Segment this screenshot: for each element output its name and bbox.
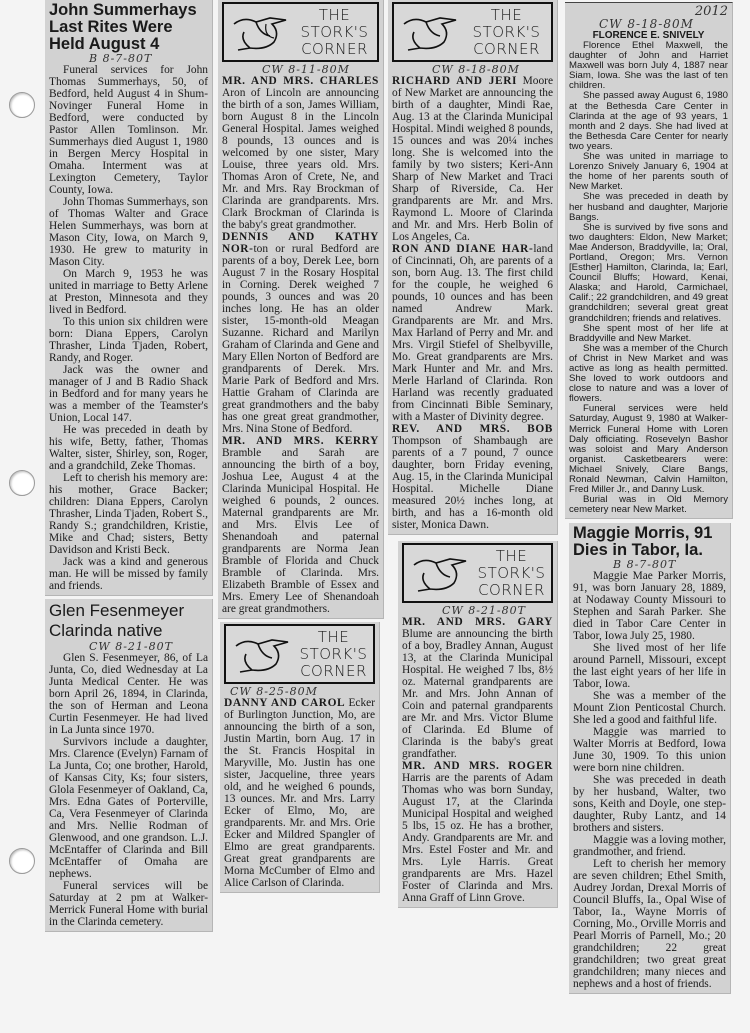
column-4 [565, 0, 733, 994]
binder-hole [9, 848, 35, 874]
announcement: MR. AND MRS. ROGER Harris are the parents of Adam Thomas who was born Sunday, August 17, at the Clarinda Municipal Hospital and weighed 5 lbs, 15 oz. He has a brother, Andy. Grandparents are Mr. and Mrs. Estel Foster and Mr. and Mrs. Lyle Harris. Great grandparents are Mrs. Hazel Foster of Clarinda and Mrs. Anna Graff of Linn Grove. [402, 760, 553, 904]
paragraph: Maggie was married to Walter Morris at Bedford, Iowa June 30, 1909. To this union were born nine children. [573, 726, 726, 775]
handwritten-annotation: B 8-7-80T [613, 558, 677, 572]
paragraph: She was preceded in death by her husband and daughter, Marjorie Bangs. [569, 191, 728, 223]
handwritten-annotation: CW 8-18-80M [599, 17, 694, 31]
column-1 [45, 0, 213, 932]
obituary-fesenmeyer [45, 599, 213, 932]
storks-corner-clipping [398, 541, 558, 908]
stork-icon [410, 551, 472, 595]
paragraph: Funeral services were held Saturday, August 9, 1980 at Walker-Merrick Funeral Home with Loren Daly officiating. Rosevelyn Bashor was soloist and Mary Anderson organist. Casketbearers were: Michael Snively, Clare Bangs, Ronald Newman, Calvin Hamilton, Fred Miller Jr., and Danny Lusk. [569, 403, 728, 496]
storks-corner-logo [392, 2, 553, 62]
paragraph: She was preceded in death by her husband, Walter, two sons, Keith and Doyle, one step-daughter, Ruby Lantz, and 14 brothers and sisters. [573, 774, 726, 835]
paragraph: She passed away August 6, 1980 at the Bethesda Care Center in Clarinda at the age of 93 years, 1 month and 2 days. She had lived at the Bethesda Care Center for nearly two years. [569, 90, 728, 152]
paragraph: She was a member of the Mount Zion Penticostal Church. She led a good and faithful life. [573, 690, 726, 727]
paragraph: She is survived by five sons and two daughters: Eldon, New Market; Mae Anderson, Braddyville, Ia; Oral, Portland, Oregon; Mrs. Vernon [Esther] Hamilton, Clarinda, Ia; Earl, Council Bluffs; Howard, Kenai, Alaska; and Harold, Carmichael, Calif.; 22 grandchildren, and 49 great grandchildren; several great great grandchildren; friends and relatives. [569, 221, 728, 324]
paragraph: Jack was the owner and manager of J and B Radio Shack in Bedford and for many years he was a member of the Teamster's Union, Local 147. [49, 364, 208, 424]
obituary-morris [569, 523, 731, 994]
headline: John Summerhays Last Rites Were Held August 4 [49, 1, 197, 53]
paragraph: Left to cherish her memory are seven children; Ethel Smith, Audrey Jordan, Drexal Morris of Council Bluffs, Ia., Opal Wise of Tabor, Ia., Wayne Morris of Corning, Mo., Orville Morris and Pearl Morris of Parnell, Mo.; 20 grandchildren; 22 great grandchildren; two great great grandchildren; many nieces and nephews and a host of friends. [573, 858, 726, 991]
paragraph: Funeral services for John Thomas Summerhays, 50, of Bedford, held August 4 in Shum-Novinger Funeral Home in Bedford, were conducted by Pastor Allen Tomlinson. Mr. Summerhays died August 1, 1980 in Bergen Mercy Hospital in Omaha. Interment was at Lexington Cemetery, Taylor County, Iowa. [49, 64, 208, 196]
announcement: RON AND DIANE HAR-land of Cincinnati, Oh, are parents of a son, born Aug. 13. The first child for the couple, he weighed 6 pounds, 10 ounces and has been named Andrew Mark. Grandparents are Mr. and Mrs. Max Harland of Perry and Mr. and Mrs. Virgil Stiefel of Shelbyville, Mo. Great grandparents are Mrs. Mark Hunter and Mr. and Mrs. Merle Harland of Clarinda. Ron Harland was recently graduated from Cincinnati Bible Seminary, with a Master of Divinity degree. [392, 243, 553, 423]
binder-hole [9, 470, 35, 496]
obituary-snively [565, 2, 733, 519]
stork-icon [400, 10, 462, 54]
announcement: RICHARD AND JERI Moore of New Market are announcing the birth of a daughter, Mindi Rae, Aug. 13 at the Clarinda Municipal Hospital. Mindi weighed 8 pounds, 15 ounces and was 20¼ inches long. She is welcomed into the family by two sisters; Keri-Ann Sharp of New Market and Traci Sharp of Riverside, Ca. Her grandparents are Mr. and Mrs. Raymond L. Moore of Clarinda and Mr. and Mrs. Herb Bolin of Los Angeles, Ca. [392, 75, 553, 243]
binder-hole [9, 92, 35, 118]
paragraph: Maggie was a loving mother, grandmother, and friend. [573, 834, 726, 859]
handwritten-annotation: CW 8-11-80M [262, 63, 350, 76]
handwritten-annotation: CW 8-21-80T [89, 640, 173, 653]
paragraph: She lived most of her life around Parnell, Missouri, except the last eight years of her life in Tabor, Iowa. [573, 642, 726, 691]
storks-corner-clipping [220, 622, 380, 893]
column-2 [218, 0, 384, 893]
storks-corner-title: THE STORK'S CORNER [299, 627, 368, 680]
paragraph: Florence Ethel Maxwell, the daughter of John and Harriet Maxwell was born July 4, 1887 near Siam, Iowa. She was the last of ten children. [569, 40, 728, 92]
paragraph: He was preceded in death by his wife, Betty, father, Thomas Walter, sister, Shirley, son, Roger, and a grandchild, Zeke Thomas. [49, 424, 208, 472]
storks-corner-title: THE STORK'S CORNER [300, 5, 369, 58]
storks-corner-clipping [218, 0, 384, 619]
announcement: DANNY AND CAROL Ecker of Burlington Junction, Mo, are announcing the birth of a son, Justin Martin, born Aug. 17 in the St. Francis Hospital in Maryville, Mo. Justin has one sister, Jacqueline, three years old, and he weighed 6 pounds, 13 ounces. Mr. and Mrs. Larry Ecker of Elmo, Mo, are grandparents. Mr. and Mrs. Orie Ecker and Mildred Spangler of Elmo are great grandparents. Great great grandparents are Morna McCumber of Elmo and Alice Carlson of Clarinda. [224, 697, 376, 889]
paragraph: To this union six children were born: Diana Eppers, Carolyn Thrasher, Linda Tjaden, Robert, Randy, and Roger. [49, 316, 208, 364]
handwritten-annotation: CW 8-18-80M [432, 63, 520, 76]
paragraph: Burial was in Old Memory cemetery near New Market. [569, 494, 728, 516]
paragraph: Jack was a kind and generous man. He will be missed by family and friends. [49, 556, 208, 592]
paragraph: Funeral services will be Saturday at 2 pm at Walker-Merrick Funeral Home with burial in the Clarinda cemetery. [49, 880, 208, 928]
obituary-summerhays [45, 0, 213, 596]
announcement: MR. AND MRS. CHARLES Aron of Lincoln are announcing the birth of a son, James William, born August 8 in the Lincoln General Hospital. James weighed 8 pounds, 13 ounces and is welcomed by one sister, Mary Louise, three years old. Mrs. Thomas Aron of Crete, Ne, and Mr. and Mrs. Ray Brockman of Clarinda are grandparents. Mrs. Clark Brockman of Clarinda is the baby's great grandmother. [222, 75, 379, 231]
paragraph: John Thomas Summerhays, son of Thomas Walter and Grace Helen Summerhays, was born at Mason City, Iowa, on March 9, 1930. He grew to maturity in Mason City. [49, 196, 208, 268]
announcement: MR. AND MRS. GARY Blume are announcing the birth of a boy, Bradley Annan, August 13, at the Clarinda Municipal Hospital. He weighed 7 lbs, 8½ oz. Maternal grandparents are Mr. and Mrs. John Annan of Coin and paternal grandparents are Mr. and Mrs. Victor Blume of Clarinda. Ed Blume of Clarinda is the baby's great grandfather. [402, 616, 553, 760]
handwritten-annotation: CW 8-21-80T [442, 604, 526, 617]
paragraph: Maggie Mae Parker Morris, 91, was born January 28, 1889, at Nodaway County Missouri to Stephen and Sarah Parker. She died in Tabor Care Center in Tabor, Iowa July 25, 1980. [573, 570, 726, 643]
storks-corner-logo [402, 543, 553, 603]
column-3 [388, 0, 558, 908]
storks-corner-title: THE STORK'S CORNER [472, 5, 541, 58]
paragraph: Survivors include a daughter, Mrs. Clarence (Evelyn) Farnam of La Junta, Co; one brother, Harold, of Kansas City, Ks; four sisters, Glola Fesenmeyer of Oakland, Ca, Mrs. Edna Gates of Porterville, Ca, Vera Fesenmeyer of Clarinda and Mrs. Nellie Rodman of Glenwood, and one grandson. L.J. McEntaffer of Clarinda and Bill McEntaffer of Omaha are nephews. [49, 736, 208, 880]
storks-corner-clipping [388, 0, 558, 535]
paragraph: On March 9, 1953 he was united in marriage to Betty Arlene at Preston, Minnesota and they lived in Bedford. [49, 268, 208, 316]
announcement: DENNIS AND KATHY NOR-ton or rural Bedford are parents of a boy, Derek Lee, born August 7 in the Rosary Hospital in Corning. Derek weighed 7 pounds, 3 ounces and was 20 inches long. He has an older sister, 15-month-old Meagan Suzanne. Richard and Marilyn Graham of Clarinda and Gene and Mary Ellen Norton of Bedford are grandparents of Derek. Mrs. Marie Park of Bedford and Mrs. Hattie Graham of Clarinda are great grandmothers and the baby has one great great grandmother, Mrs. Nina Stone of Bedford. [222, 231, 379, 435]
page-number: 2012 [694, 4, 728, 19]
headline: FLORENCE E. SNIVELY [592, 30, 705, 41]
paragraph: She spent most of her life at Braddyville and New Market. [569, 322, 728, 344]
announcement: MR. AND MRS. KERRY Bramble and Sarah are announcing the birth of a boy, Joshua Lee, August 4 at the Clarinda Municipal Hospital. He weighed 6 pounds, 2 ounces. Maternal grandparents are Mr. and Mrs. Elvis Lee of Shenandoah and paternal grandparents are Norma Jean Bramble of Florida and Chuck Bramble of Clarinda. Mrs. Elizabeth Bramble of Essex and Mrs. Emery Lee of Shenandoah are great grandmothers. [222, 435, 379, 615]
stork-icon [230, 10, 292, 54]
paragraph: Glen S. Fesenmeyer, 86, of La Junta, Co, died Wednesday at La Junta Medical Center. He was born April 26, 1894, in Clarinda, the son of Herman and Leona Curtin Fesenmeyer. He had lived in La Junta since 1970. [49, 652, 208, 736]
paragraph: Left to cherish his memory are: his mother, Grace Backer; children: Diana Eppers, Carolyn Thrasher, Linda Tjaden, Robert S., Randy S.; grandchildren, Kristie, Mike and Chad; sisters, Betty Davidson and Kristi Beck. [49, 472, 208, 556]
paragraph: She was united in marriage to Lorenzo Snively January 6, 1904 at the home of her parents south of New Market. [569, 151, 728, 193]
storks-corner-logo [222, 2, 379, 62]
handwritten-annotation: B 8-7-80T [89, 52, 153, 65]
stork-icon [232, 632, 294, 676]
storks-corner-logo [224, 624, 375, 684]
headline: Maggie Morris, 91 Dies in Tabor, Ia. [573, 524, 713, 560]
handwritten-annotation: CW 8-25-80M [230, 685, 318, 698]
headline: Glen Fesenmeyer Clarinda native [49, 601, 185, 640]
announcement: REV. AND MRS. BOB Thompson of Shambaugh are parents of a 7 pound, 7 ounce daughter, born Friday evening, Aug. 15, in the Clarinda Municipal Hospital. Michelle Diane measured 20½ inches long, at birth, and has a 16-month old sister, Monica Dawn. [392, 423, 553, 531]
storks-corner-title: THE STORK'S CORNER [477, 546, 546, 599]
paragraph: She was a member of the Church of Christ in New Market and was active as long as health permitted. She loved to work outdoors and close to nature and was a lover of flowers. [569, 342, 728, 405]
